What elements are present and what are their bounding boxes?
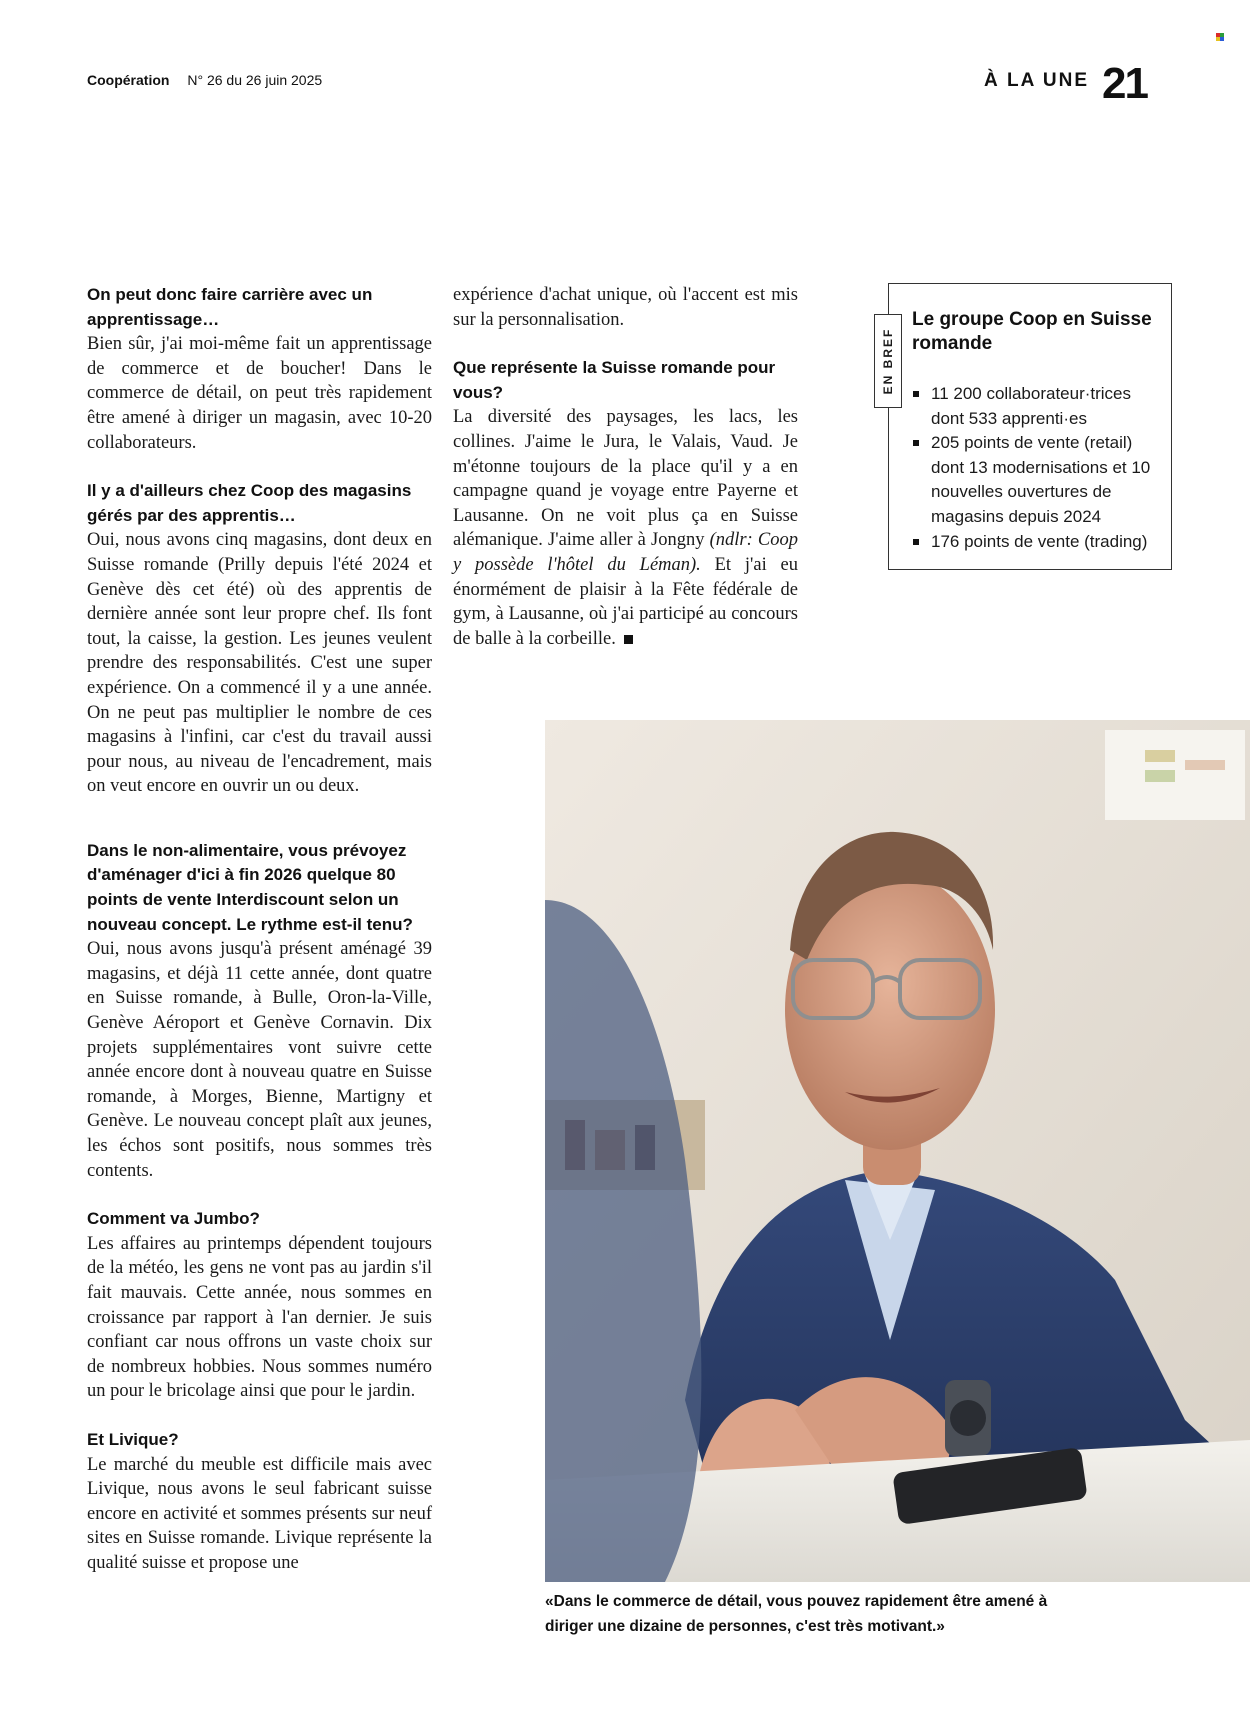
question: Dans le non-alimentaire, vous prévoyez d'aménager d'ici à fin 2026 quelque 80 points de vente Interdiscount selon un nouveau concept. Le rythme est-il tenu? [87, 840, 413, 934]
publication-name: Coopération [87, 72, 170, 88]
section-label: À LA UNE [984, 70, 1090, 91]
photo-caption: «Dans le commerce de détail, vous pouvez rapidement être amené à diriger une dizaine de personnes, c'est très motivant.» [545, 1593, 1048, 1635]
question: Comment va Jumbo? [87, 1209, 260, 1229]
article-column-2 [453, 283, 798, 651]
answer: Bien sûr, j'ai moi-même fait un apprentissage de commerce et de boucher! Dans le commerce de détail, on peut très rapidement être amené à diriger un magasin, avec 10-20 collaborateurs. [87, 334, 432, 453]
article-column-1 [87, 283, 432, 1576]
list-item: 11 200 collaborateur·trices dont 533 apprenti·es [913, 382, 1165, 431]
answer [453, 405, 798, 651]
question: Et Livique? [87, 1429, 179, 1449]
page-number: 21 [1102, 59, 1147, 108]
end-of-article-icon [624, 635, 633, 644]
answer: Le marché du meuble est difficile mais avec Livique, nous avons le seul fabricant suisse encore en activité et sommes présents sur neuf sites en Suisse romande. Livique représente la qualité suisse et propose une [87, 1454, 432, 1573]
answer: expérience d'achat unique, où l'accent est mis sur la personnalisation. [453, 285, 798, 330]
tab-label: EN BREF [881, 327, 895, 395]
question: Que représente la Suisse romande pour vous? [453, 358, 776, 402]
en-bref-box [881, 283, 1172, 570]
editor-note: (ndlr: Coop y possède l'hôtel du Léman). [453, 530, 798, 575]
answer-text: Et j'ai eu énormément de plaisir à la Fête fédérale de gym, à Lausanne, où j'ai participé au concours de balle à la corbeille. [453, 554, 799, 649]
list-item: 205 points de vente (retail) dont 13 modernisations et 10 nouvelles ouvertures de magasins depuis 2024 [913, 431, 1165, 529]
page-header [87, 72, 322, 88]
answer: Les affaires au printemps dépendent toujours de la météo, les gens ne vont pas au jardin s'il fait mauvais. Cette année, nous sommes en croissance par rapport à l'an dernier. Je suis confiant car nous offrons un vaste choix sur de nombreux hobbies. Nous sommes numéro un pour le bricolage ainsi que pour le jardin. [87, 1233, 432, 1402]
issue-info: N° 26 du 26 juin 2025 [187, 72, 323, 88]
en-bref-tab [874, 314, 902, 408]
infobox-list [913, 382, 1165, 554]
question: On peut donc faire carrière avec un apprentissage… [87, 285, 373, 329]
answer: Oui, nous avons jusqu'à présent aménagé 39 magasins, et déjà 11 cette année, dont quatre en Suisse romande, à Bulle, Oron-la-Ville, Genève Aéroport et Genève Cornavin. Dix projets supplémentaires vont suivre cette année encore dont à nouveau quatre en Suisse romande, à Morges, Bienne, Martigny et Genève. Le nouveau concept plaît aux jeunes, les échos sont positifs, nous sommes très contents. [87, 939, 432, 1181]
portrait-photo [545, 720, 1250, 1582]
portrait-illustration [545, 720, 1250, 1582]
answer: Oui, nous avons cinq magasins, dont deux en Suisse romande (Prilly depuis l'été 2024 et Genève dès cet été) où des apprentis de dernière année sont leur propre chef. Ils font tout, la caisse, la gestion. Les jeunes veulent prendre des responsabilités. C'est une super expérience. On a commencé il y a une année. On ne peut pas multiplier le nombre de ces magasins à l'infini, car c'est du travail aussi pour nous, au niveau de l'encadrement, mais on veut encore en ouvrir un ou deux. [87, 530, 432, 797]
answer-text: La diversité des paysages, les lacs, les collines. J'aime le Jura, le Valais, Vaud. Je m'étonne toujours de la place qu'il y a en campagne quand je voyage entre Payerne et Lausanne. On ne voit plus ça en Suisse alémanique. J'aime aller à Jongny [453, 407, 798, 551]
color-registration-icon [1216, 33, 1224, 41]
question: Il y a d'ailleurs chez Coop des magasins gérés par des apprentis… [87, 481, 412, 525]
list-item: 176 points de vente (trading) [913, 530, 1165, 555]
infobox-title: Le groupe Coop en Suisse romande [912, 309, 1152, 354]
